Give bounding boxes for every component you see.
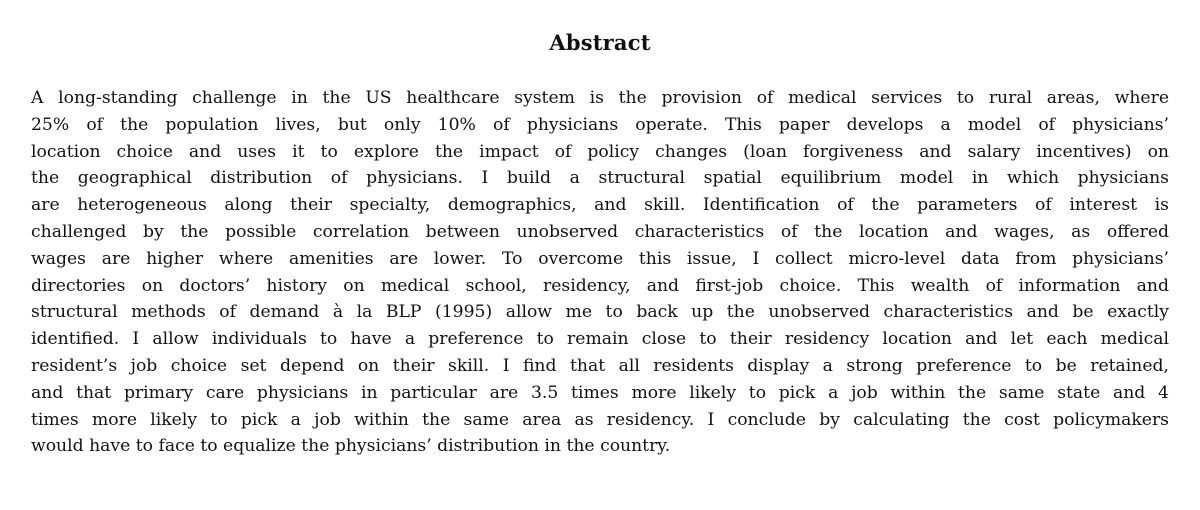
abstract-paragraph <box>31 85 1169 460</box>
abstract-line: 25% of the population lives, but only 10% of physicians operate. This paper develops a model of physicians’ <box>31 114 1169 135</box>
abstract-line: would have to face to equalize the physicians’ distribution in the country. <box>31 436 671 457</box>
abstract-line: A long-standing challenge in the US healthcare system is the provision of medical services to rural areas, where <box>31 88 1169 108</box>
abstract-line: challenged by the possible correlation between unobserved characteristics of the location and wages, as offered <box>31 221 1169 242</box>
abstract-line: location choice and uses it to explore the impact of policy changes (loan forgiveness and salary incentives) on <box>31 141 1169 162</box>
abstract-line: identified. I allow individuals to have a preference to remain close to their residency location and let each medical <box>31 329 1169 350</box>
abstract-heading: Abstract <box>549 30 651 55</box>
abstract-line: the geographical distribution of physicians. I build a structural spatial equilibrium model in which physicians <box>31 168 1169 189</box>
abstract-line: resident’s job choice set depend on their skill. I find that all residents display a strong preference to be retained, <box>31 355 1169 376</box>
abstract-line: are heterogeneous along their specialty, demographics, and skill. Identification of the parameters of interest is <box>31 195 1169 216</box>
abstract-line: and that primary care physicians in particular are 3.5 times more likely to pick a job within the same state and 4 <box>31 382 1169 403</box>
abstract-line: structural methods of demand à la BLP (1995) allow me to back up the unobserved characteristics and be exactly <box>31 302 1169 323</box>
abstract-line: wages are higher where amenities are lower. To overcome this issue, I collect micro-level data from physicians’ <box>31 248 1169 269</box>
abstract-line: times more likely to pick a job within the same area as residency. I conclude by calculating the cost policymakers <box>31 409 1169 430</box>
abstract-line: directories on doctors’ history on medical school, residency, and first-job choice. This wealth of information and <box>31 275 1169 296</box>
